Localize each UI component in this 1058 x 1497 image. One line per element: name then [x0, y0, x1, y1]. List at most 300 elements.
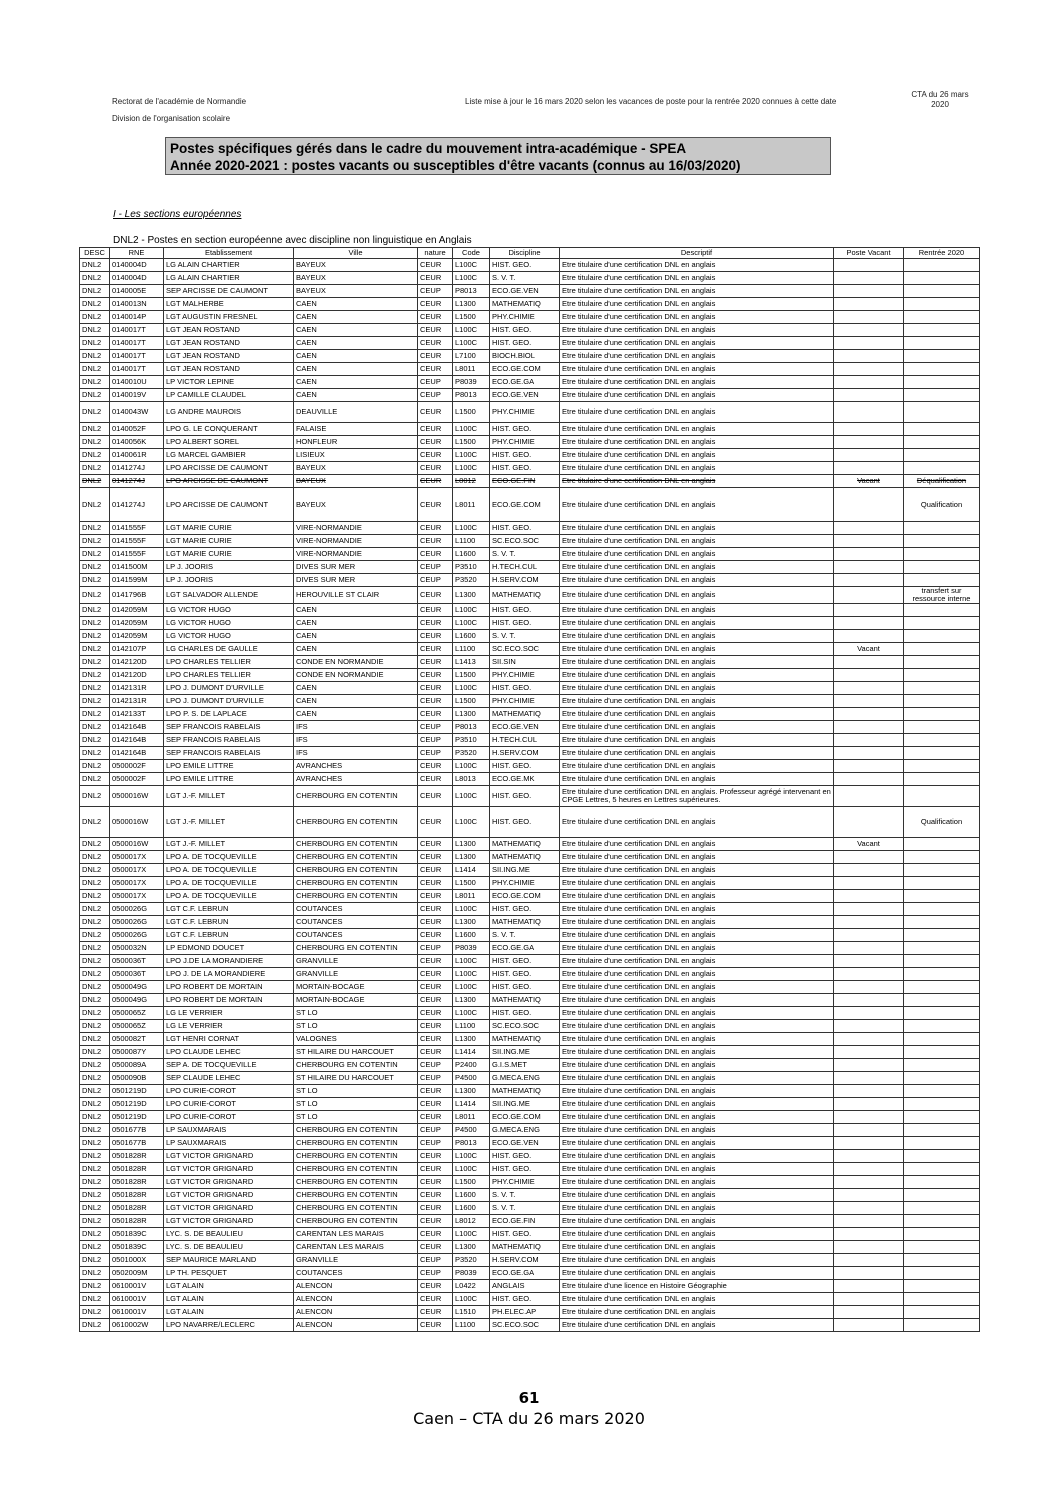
- cell-discipline: MATHEMATIQ: [490, 587, 560, 604]
- cell-discipline: PHY.CHIMIE: [490, 669, 560, 682]
- cell-ville: CHERBOURG EN COTENTIN: [294, 1150, 418, 1163]
- cell-ville: CAEN: [294, 708, 418, 721]
- cell-poste-vacant: [834, 535, 904, 548]
- cell-poste-vacant: [834, 522, 904, 535]
- cell-poste-vacant: [834, 604, 904, 617]
- cell-descriptif: Etre titulaire d'une certification DNL en anglais: [560, 1254, 834, 1267]
- cell-nature: CEUP: [418, 1254, 453, 1267]
- header-cta-line1: CTA du 26 mars: [911, 90, 969, 99]
- cell-rentree: [904, 1059, 980, 1072]
- cell-etablissement: LPO ARCISSE DE CAUMONT: [164, 488, 294, 522]
- cell-code: L0422: [453, 1280, 490, 1293]
- cell-poste-vacant: [834, 929, 904, 942]
- cell-discipline: H.TECH.CUL: [490, 561, 560, 574]
- cell-poste-vacant: [834, 807, 904, 838]
- cell-descriptif: Etre titulaire d'une certification DNL en anglais: [560, 376, 834, 389]
- cell-discipline: SII.ING.ME: [490, 1098, 560, 1111]
- table-row: [80, 402, 980, 423]
- cell-ville: CAEN: [294, 363, 418, 376]
- cell-nature: CEUR: [418, 669, 453, 682]
- cell-code: P8039: [453, 376, 490, 389]
- cell-ville: VALOGNES: [294, 1033, 418, 1046]
- cell-etablissement: LPO J. DE LA MORANDIERE: [164, 968, 294, 981]
- cell-rentree: [904, 1228, 980, 1241]
- cell-etablissement: LP TH. PESQUET: [164, 1267, 294, 1280]
- cell-rentree: [904, 1306, 980, 1319]
- cell-poste-vacant: [834, 449, 904, 462]
- cell-discipline: ECO.GE.COM: [490, 890, 560, 903]
- cell-ville: COUTANCES: [294, 903, 418, 916]
- cell-poste-vacant: [834, 488, 904, 522]
- cell-descriptif: Etre titulaire d'une certification DNL en anglais: [560, 389, 834, 402]
- cell-nature: CEUR: [418, 1033, 453, 1046]
- cell-nature: CEUR: [418, 423, 453, 436]
- cell-nature: CEUR: [418, 488, 453, 522]
- cell-rentree: [904, 561, 980, 574]
- table-row: [80, 574, 980, 587]
- cell-code: L1300: [453, 994, 490, 1007]
- cell-code: L100C: [453, 786, 490, 807]
- cell-rne: 0141274J: [110, 488, 164, 522]
- cell-desc: DNL2: [80, 462, 110, 475]
- cell-etablissement: LP VICTOR LEPINE: [164, 376, 294, 389]
- cell-descriptif: Etre titulaire d'une certification DNL en anglais: [560, 436, 834, 449]
- cell-nature: CEUR: [418, 708, 453, 721]
- cell-etablissement: LPO NAVARRE/LECLERC: [164, 1319, 294, 1332]
- cell-rentree: [904, 1293, 980, 1306]
- cell-rentree: [904, 1033, 980, 1046]
- cell-rne: 0500026G: [110, 903, 164, 916]
- cell-rentree: [904, 955, 980, 968]
- cell-nature: CEUR: [418, 773, 453, 786]
- cell-nature: CEUR: [418, 1189, 453, 1202]
- cell-rne: 0500065Z: [110, 1007, 164, 1020]
- table-row: [80, 324, 980, 337]
- table-body: [80, 259, 980, 1332]
- cell-rentree: [904, 630, 980, 643]
- cell-nature: CEUR: [418, 656, 453, 669]
- cell-rentree: [904, 423, 980, 436]
- cell-poste-vacant: [834, 864, 904, 877]
- cell-etablissement: SEP FRANCOIS RABELAIS: [164, 721, 294, 734]
- cell-discipline: PHY.CHIMIE: [490, 695, 560, 708]
- cell-rentree: [904, 903, 980, 916]
- cell-desc: DNL2: [80, 389, 110, 402]
- cell-etablissement: LPO CURIE-COROT: [164, 1085, 294, 1098]
- cell-etablissement: LGT ALAIN: [164, 1280, 294, 1293]
- cell-rne: 0500049G: [110, 981, 164, 994]
- cell-discipline: SC.ECO.SOC: [490, 643, 560, 656]
- cell-descriptif: Etre titulaire d'une certification DNL en anglais: [560, 535, 834, 548]
- cell-nature: CEUR: [418, 695, 453, 708]
- cell-descriptif: Etre titulaire d'une certification DNL en anglais: [560, 656, 834, 669]
- cell-desc: DNL2: [80, 548, 110, 561]
- cell-ville: CHERBOURG EN COTENTIN: [294, 877, 418, 890]
- cell-code: L100C: [453, 1228, 490, 1241]
- cell-rentree: Qualification: [904, 488, 980, 522]
- cell-nature: CEUP: [418, 942, 453, 955]
- cell-discipline: ECO.GE.GA: [490, 376, 560, 389]
- cell-descriptif: Etre titulaire d'une certification DNL en anglais: [560, 402, 834, 423]
- cell-discipline: ECO.GE.GA: [490, 1267, 560, 1280]
- table-row: [80, 462, 980, 475]
- cell-discipline: G.MECA.ENG: [490, 1072, 560, 1085]
- cell-rne: 0500087Y: [110, 1046, 164, 1059]
- cell-rne: 0142164B: [110, 734, 164, 747]
- cell-discipline: SC.ECO.SOC: [490, 535, 560, 548]
- cell-poste-vacant: [834, 1072, 904, 1085]
- cell-discipline: HIST. GEO.: [490, 1163, 560, 1176]
- cell-discipline: ECO.GE.GA: [490, 942, 560, 955]
- cell-rentree: [904, 1241, 980, 1254]
- cell-nature: CEUR: [418, 1163, 453, 1176]
- cell-poste-vacant: [834, 376, 904, 389]
- cell-nature: CEUR: [418, 1202, 453, 1215]
- cell-nature: CEUR: [418, 259, 453, 272]
- cell-ville: CAEN: [294, 604, 418, 617]
- cell-rne: 0142164B: [110, 721, 164, 734]
- cell-code: P4500: [453, 1072, 490, 1085]
- cell-discipline: BIOCH.BIOL: [490, 350, 560, 363]
- cell-discipline: MATHEMATIQ: [490, 708, 560, 721]
- cell-rne: 0141796B: [110, 587, 164, 604]
- cell-etablissement: LPO EMILE LITTRE: [164, 773, 294, 786]
- cell-descriptif: Etre titulaire d'une certification DNL en anglais: [560, 522, 834, 535]
- cell-ville: CAEN: [294, 682, 418, 695]
- cell-code: L1413: [453, 656, 490, 669]
- cell-etablissement: LP SAUXMARAIS: [164, 1137, 294, 1150]
- header-update-note: Liste mise à jour le 16 mars 2020 selon les vacances de poste pour la rentrée 2020 connues à cette date: [465, 97, 837, 106]
- cell-poste-vacant: [834, 1228, 904, 1241]
- cell-desc: DNL2: [80, 747, 110, 760]
- cell-etablissement: LGT J.-F. MILLET: [164, 786, 294, 807]
- cell-nature: CEUR: [418, 1228, 453, 1241]
- cell-nature: CEUR: [418, 535, 453, 548]
- cell-rentree: [904, 838, 980, 851]
- cell-rentree: [904, 1267, 980, 1280]
- cell-descriptif: Etre titulaire d'une certification DNL en anglais: [560, 423, 834, 436]
- cell-descriptif: Etre titulaire d'une certification DNL en anglais: [560, 942, 834, 955]
- cell-rentree: [904, 449, 980, 462]
- cell-rentree: [904, 1007, 980, 1020]
- cell-code: L1300: [453, 916, 490, 929]
- cell-ville: IFS: [294, 721, 418, 734]
- cell-rentree: Déqualification: [904, 475, 980, 488]
- cell-desc: DNL2: [80, 669, 110, 682]
- table-row: [80, 259, 980, 272]
- cell-code: L100C: [453, 604, 490, 617]
- cell-etablissement: LGT JEAN ROSTAND: [164, 363, 294, 376]
- cell-rne: 0141555F: [110, 535, 164, 548]
- col-discipline: Discipline: [490, 248, 560, 259]
- cell-descriptif: Etre titulaire d'une certification DNL en anglais: [560, 475, 834, 488]
- cell-rne: 0140013N: [110, 298, 164, 311]
- cell-rne: 0142120D: [110, 656, 164, 669]
- cell-rentree: [904, 574, 980, 587]
- cell-ville: CHERBOURG EN COTENTIN: [294, 851, 418, 864]
- cell-etablissement: LG VICTOR HUGO: [164, 617, 294, 630]
- cell-poste-vacant: [834, 942, 904, 955]
- cell-rne: 0140043W: [110, 402, 164, 423]
- cell-ville: DEAUVILLE: [294, 402, 418, 423]
- cell-discipline: HIST. GEO.: [490, 786, 560, 807]
- cell-discipline: ECO.GE.VEN: [490, 1137, 560, 1150]
- cell-code: L100C: [453, 522, 490, 535]
- table-row: [80, 535, 980, 548]
- cell-code: L100C: [453, 682, 490, 695]
- cell-nature: CEUR: [418, 522, 453, 535]
- table-row: [80, 968, 980, 981]
- cell-rne: 0501839C: [110, 1241, 164, 1254]
- cell-desc: DNL2: [80, 1150, 110, 1163]
- cell-poste-vacant: Vacant: [834, 643, 904, 656]
- table-row: [80, 682, 980, 695]
- cell-discipline: PHY.CHIMIE: [490, 311, 560, 324]
- cell-ville: BAYEUX: [294, 272, 418, 285]
- cell-rentree: [904, 604, 980, 617]
- cell-rne: 0140056K: [110, 436, 164, 449]
- col-rne: RNE: [110, 248, 164, 259]
- cell-nature: CEUP: [418, 1072, 453, 1085]
- cell-descriptif: Etre titulaire d'une certification DNL en anglais: [560, 760, 834, 773]
- cell-poste-vacant: [834, 630, 904, 643]
- cell-ville: ALENCON: [294, 1280, 418, 1293]
- table-row: [80, 285, 980, 298]
- header-division: Division de l'organisation scolaire: [112, 114, 231, 123]
- cell-etablissement: LGT HENRI CORNAT: [164, 1033, 294, 1046]
- cell-code: L1500: [453, 1176, 490, 1189]
- cell-nature: CEUR: [418, 587, 453, 604]
- cell-rentree: [904, 851, 980, 864]
- cell-rentree: [904, 285, 980, 298]
- col-desc: DESC: [80, 248, 110, 259]
- table-row: [80, 548, 980, 561]
- cell-code: L100C: [453, 462, 490, 475]
- cell-descriptif: Etre titulaire d'une certification DNL en anglais: [560, 324, 834, 337]
- table-row: [80, 1189, 980, 1202]
- cell-poste-vacant: [834, 721, 904, 734]
- cell-nature: CEUP: [418, 1124, 453, 1137]
- cell-rne: 0500065Z: [110, 1020, 164, 1033]
- cell-rne: 0140005E: [110, 285, 164, 298]
- cell-rne: 0610002W: [110, 1319, 164, 1332]
- cell-etablissement: LPO ROBERT DE MORTAIN: [164, 981, 294, 994]
- cell-poste-vacant: [834, 1046, 904, 1059]
- cell-descriptif: Etre titulaire d'une certification DNL en anglais: [560, 1163, 834, 1176]
- table-row: [80, 994, 980, 1007]
- cell-rne: 0141274J: [110, 462, 164, 475]
- cell-code: L100C: [453, 617, 490, 630]
- cell-poste-vacant: [834, 363, 904, 376]
- cell-etablissement: LG MARCEL GAMBIER: [164, 449, 294, 462]
- cell-desc: DNL2: [80, 1137, 110, 1150]
- cell-nature: CEUR: [418, 1176, 453, 1189]
- cell-poste-vacant: [834, 1033, 904, 1046]
- cell-poste-vacant: [834, 402, 904, 423]
- cell-etablissement: LPO ARCISSE DE CAUMONT: [164, 462, 294, 475]
- cell-discipline: S. V. T.: [490, 630, 560, 643]
- cell-discipline: ECO.GE.MK: [490, 773, 560, 786]
- cell-etablissement: LP J. JOORIS: [164, 561, 294, 574]
- cell-ville: CHERBOURG EN COTENTIN: [294, 1124, 418, 1137]
- document-title: Postes spécifiques gérés dans le cadre du mouvement intra-académique - SPEA: [170, 141, 687, 156]
- cell-etablissement: LG LE VERRIER: [164, 1007, 294, 1020]
- cell-code: P8013: [453, 1137, 490, 1150]
- cell-ville: CONDE EN NORMANDIE: [294, 656, 418, 669]
- cell-rentree: [904, 1085, 980, 1098]
- cell-desc: DNL2: [80, 656, 110, 669]
- cell-discipline: SC.ECO.SOC: [490, 1020, 560, 1033]
- cell-poste-vacant: [834, 1319, 904, 1332]
- cell-rentree: [904, 786, 980, 807]
- cell-poste-vacant: [834, 1241, 904, 1254]
- cell-ville: CHERBOURG EN COTENTIN: [294, 1163, 418, 1176]
- cell-poste-vacant: [834, 994, 904, 1007]
- cell-ville: CAEN: [294, 630, 418, 643]
- cell-poste-vacant: [834, 436, 904, 449]
- cell-rne: 0610001V: [110, 1293, 164, 1306]
- cell-rentree: [904, 617, 980, 630]
- cell-code: L100C: [453, 1293, 490, 1306]
- cell-etablissement: LGT C.F. LEBRUN: [164, 916, 294, 929]
- cell-rne: 0500017X: [110, 851, 164, 864]
- cell-ville: ST LO: [294, 1007, 418, 1020]
- cell-poste-vacant: [834, 1176, 904, 1189]
- cell-discipline: HIST. GEO.: [490, 324, 560, 337]
- cell-nature: CEUP: [418, 285, 453, 298]
- cell-poste-vacant: [834, 656, 904, 669]
- cell-code: L1100: [453, 1020, 490, 1033]
- cell-code: L8012: [453, 1215, 490, 1228]
- cell-discipline: SII.ING.ME: [490, 864, 560, 877]
- cell-discipline: ANGLAIS: [490, 1280, 560, 1293]
- cell-descriptif: Etre titulaire d'une certification DNL en anglais: [560, 1033, 834, 1046]
- cell-rentree: [904, 363, 980, 376]
- section-heading: I - Les sections européennes: [113, 209, 242, 220]
- cell-nature: CEUR: [418, 981, 453, 994]
- cell-code: L100C: [453, 423, 490, 436]
- table-row: [80, 877, 980, 890]
- cell-etablissement: LGT ALAIN: [164, 1306, 294, 1319]
- cell-desc: DNL2: [80, 617, 110, 630]
- cell-descriptif: Etre titulaire d'une certification DNL en anglais: [560, 994, 834, 1007]
- cell-descriptif: Etre titulaire d'une certification DNL en anglais: [560, 363, 834, 376]
- cell-descriptif: Etre titulaire d'une certification DNL en anglais: [560, 1085, 834, 1098]
- cell-desc: DNL2: [80, 942, 110, 955]
- cell-etablissement: LGT VICTOR GRIGNARD: [164, 1163, 294, 1176]
- cell-code: L1500: [453, 695, 490, 708]
- cell-etablissement: LGT MALHERBE: [164, 298, 294, 311]
- cell-rentree: [904, 695, 980, 708]
- cell-ville: VIRE-NORMANDIE: [294, 535, 418, 548]
- cell-rentree: [904, 747, 980, 760]
- cell-ville: CARENTAN LES MARAIS: [294, 1228, 418, 1241]
- cell-discipline: ECO.GE.VEN: [490, 721, 560, 734]
- cell-desc: DNL2: [80, 272, 110, 285]
- cell-nature: CEUR: [418, 807, 453, 838]
- table-header-row: [80, 248, 980, 259]
- cell-etablissement: LGT VICTOR GRIGNARD: [164, 1189, 294, 1202]
- cell-desc: DNL2: [80, 1254, 110, 1267]
- cell-poste-vacant: [834, 574, 904, 587]
- cell-desc: DNL2: [80, 890, 110, 903]
- cell-discipline: MATHEMATIQ: [490, 838, 560, 851]
- cell-poste-vacant: [834, 389, 904, 402]
- cell-rne: 0142131R: [110, 682, 164, 695]
- cell-poste-vacant: [834, 1267, 904, 1280]
- cell-ville: IFS: [294, 734, 418, 747]
- cell-nature: CEUR: [418, 643, 453, 656]
- table-row: [80, 522, 980, 535]
- cell-rentree: [904, 1215, 980, 1228]
- table-row: [80, 929, 980, 942]
- cell-code: L1300: [453, 1033, 490, 1046]
- cell-etablissement: LG ALAIN CHARTIER: [164, 259, 294, 272]
- cell-poste-vacant: [834, 259, 904, 272]
- cell-code: L8011: [453, 363, 490, 376]
- cell-nature: CEUP: [418, 561, 453, 574]
- cell-discipline: S. V. T.: [490, 272, 560, 285]
- cell-code: L100C: [453, 807, 490, 838]
- cell-rne: 0142120D: [110, 669, 164, 682]
- cell-descriptif: Etre titulaire d'une certification DNL en anglais: [560, 272, 834, 285]
- cell-desc: DNL2: [80, 760, 110, 773]
- cell-code: P2400: [453, 1059, 490, 1072]
- cell-etablissement: LPO G. LE CONQUERANT: [164, 423, 294, 436]
- cell-code: L100C: [453, 760, 490, 773]
- cell-etablissement: LG VICTOR HUGO: [164, 630, 294, 643]
- cell-rentree: [904, 994, 980, 1007]
- cell-descriptif: Etre titulaire d'une certification DNL en anglais: [560, 1137, 834, 1150]
- cell-poste-vacant: [834, 1111, 904, 1124]
- cell-etablissement: LGT JEAN ROSTAND: [164, 337, 294, 350]
- cell-discipline: S. V. T.: [490, 1189, 560, 1202]
- cell-rne: 0142107P: [110, 643, 164, 656]
- cell-ville: CAEN: [294, 643, 418, 656]
- table-row: [80, 449, 980, 462]
- cell-rne: 0501828R: [110, 1163, 164, 1176]
- table-row: [80, 695, 980, 708]
- cell-desc: DNL2: [80, 1059, 110, 1072]
- cell-ville: AVRANCHES: [294, 760, 418, 773]
- cell-code: L1300: [453, 1085, 490, 1098]
- cell-code: L1600: [453, 548, 490, 561]
- cell-nature: CEUP: [418, 1267, 453, 1280]
- cell-rentree: [904, 462, 980, 475]
- cell-poste-vacant: [834, 1202, 904, 1215]
- cell-etablissement: LP J. JOORIS: [164, 574, 294, 587]
- cell-ville: CAEN: [294, 695, 418, 708]
- cell-ville: BAYEUX: [294, 475, 418, 488]
- cell-nature: CEUR: [418, 298, 453, 311]
- cell-rne: 0140017T: [110, 324, 164, 337]
- table-row: [80, 1111, 980, 1124]
- table-row: [80, 942, 980, 955]
- cell-descriptif: Etre titulaire d'une certification DNL en anglais: [560, 838, 834, 851]
- cell-rne: 0140014P: [110, 311, 164, 324]
- col-etablissement: Etablissement: [164, 248, 294, 259]
- cell-descriptif: Etre titulaire d'une certification DNL en anglais: [560, 903, 834, 916]
- cell-descriptif: Etre titulaire d'une certification DNL en anglais: [560, 630, 834, 643]
- cell-ville: CAEN: [294, 389, 418, 402]
- cell-rentree: [904, 1150, 980, 1163]
- cell-desc: DNL2: [80, 807, 110, 838]
- cell-descriptif: Etre titulaire d'une certification DNL en anglais: [560, 298, 834, 311]
- cell-code: L1414: [453, 1046, 490, 1059]
- cell-code: L1300: [453, 1241, 490, 1254]
- cell-desc: DNL2: [80, 1124, 110, 1137]
- cell-poste-vacant: [834, 423, 904, 436]
